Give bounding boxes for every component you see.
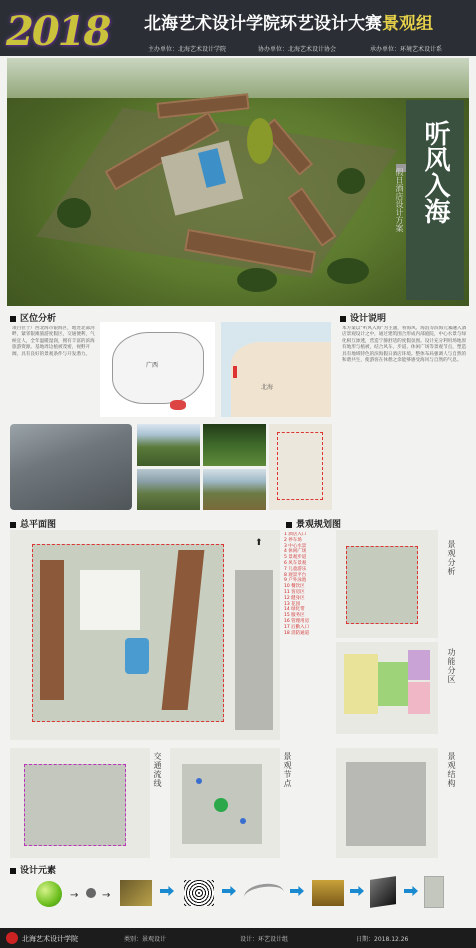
legend-item: 11 客房区: [284, 589, 305, 595]
beihai-map: [221, 322, 331, 417]
sky: [7, 58, 469, 98]
legend-item: 14 绿化带: [284, 607, 305, 613]
side-label-plant: 景观结构: [447, 752, 456, 788]
site-marker: [233, 366, 237, 378]
plant-site: [346, 762, 426, 846]
title-main: 北海艺术设计学院环艺设计大赛: [144, 14, 382, 34]
master-plan-drawing: [10, 530, 280, 740]
organizer-text: 主办单位：北海艺术设计学院: [148, 46, 227, 53]
landscape-analysis-drawing: [336, 530, 438, 638]
legend-item: 5 景观步道: [284, 555, 307, 561]
zone-yellow: [344, 654, 378, 714]
section-landscape-plan: 景观规划图: [286, 517, 341, 530]
poster-title: [144, 9, 433, 34]
land-area: [231, 342, 331, 417]
school-name: 北海艺术设计学院: [22, 935, 78, 943]
plan-legend: [284, 532, 334, 732]
co-organizer-text: 协办单位：北海艺术设计协会: [258, 46, 337, 53]
side-label-traffic: 交通流线: [153, 752, 162, 788]
plant-analysis-drawing: [336, 748, 438, 858]
zone-purple: [408, 650, 430, 680]
plan-building-left: [40, 560, 64, 700]
section-master-plan: 总平面图: [10, 517, 56, 530]
plan-courtyard: [80, 570, 140, 630]
site-photo-3: [137, 469, 200, 510]
school-logo-icon: [6, 932, 18, 944]
legend-item: 6 风车景观: [284, 560, 307, 566]
arrow-icon: [160, 886, 174, 896]
function-zoning-drawing: [336, 642, 438, 734]
title-highlight: 景观组: [382, 14, 433, 34]
site-boundary-map: [269, 424, 332, 510]
side-label-landscape-analysis: 景观分析: [447, 540, 456, 576]
legend-item: 13 花园: [284, 601, 301, 607]
beihai-highlight: [170, 400, 186, 410]
legend-item: 12 健身区: [284, 595, 305, 601]
arrow-icon: →: [70, 890, 79, 901]
traffic-flow-drawing: [10, 748, 150, 858]
landscape-node-drawing: [170, 748, 280, 858]
design-text: 本方案以“听风入海”为主题，将海风、海浪等滨海元素融入酒店景观设计之中，通过建筑围合形成内部庭院，中心水景与绿化相互渗透，营造宁静舒适的度假氛围。设计充分利用场地原有地形与植被，结合风车、步道、休闲广场等景观节点，塑造具有地域特色的滨海假日酒店环境。整体布局强调人与自然的和谐共生，使游客在休憩之余能够感受海风与自然的气息。: [342, 326, 467, 364]
footer-category: 类别：景观设计: [124, 936, 167, 943]
legend-item: 16 管理用房: [284, 618, 310, 624]
legend-item: 7 儿童游乐: [284, 566, 307, 572]
legend-item: 8 观景平台: [284, 572, 307, 578]
traffic-site: [24, 764, 126, 846]
arrow-icon: [404, 886, 418, 896]
texture-element: [120, 880, 152, 906]
location-text: 项目位于广西北海市银海区，地处北部湾畔，紧邻银滩旅游度假区，交通便利，气候宜人，全年温暖湿润，拥有丰富的滨海旅游资源。基地周边植被茂密，视野开阔，具有良好的景观条件与开发潜力。: [12, 326, 95, 357]
legend-item: 1 酒店入口: [284, 532, 307, 537]
legend-item: 17 后勤入口: [284, 624, 310, 630]
footer-designer: 设计：环艺设计组: [240, 936, 289, 943]
sphere-element: [36, 881, 62, 907]
subtitle: 假日酒店设计方案: [395, 168, 404, 232]
side-label-landscape-node: 景观节点: [283, 752, 292, 788]
radial-pattern-element: [184, 880, 214, 906]
legend-item: 10 餐饮区: [284, 584, 305, 590]
node-marker: [196, 778, 202, 784]
arrow-icon: [350, 886, 364, 896]
arrow-icon: [290, 886, 304, 896]
legend-item: 9 户外泳池: [284, 578, 307, 584]
section-design-notes: 设计说明: [340, 311, 386, 324]
context-site-photo: [10, 424, 132, 510]
site-photo-2: [203, 424, 266, 466]
map-label-guangxi: 广西: [146, 362, 159, 369]
tree: [327, 258, 369, 284]
zone-pink: [408, 682, 430, 714]
main-title: 听风入海: [420, 120, 450, 224]
site-photo-4: [203, 469, 266, 510]
zone-green: [378, 662, 408, 706]
legend-item: 3 中心水景: [284, 543, 307, 549]
legend-item: 4 休闲广场: [284, 549, 307, 555]
plan-thumb-site: [346, 546, 418, 624]
arrow-icon: [222, 886, 236, 896]
wave-element: [243, 881, 286, 907]
site-boundary: [277, 432, 323, 500]
arrow-icon: →: [102, 890, 111, 901]
tree: [237, 268, 277, 292]
year-logo: 2018: [6, 8, 110, 55]
section-design-elements: 设计元素: [10, 863, 56, 876]
path-photo-element: [312, 880, 344, 906]
tree: [57, 198, 91, 228]
guangxi-map: [100, 322, 215, 417]
legend-item: 2 停车场: [284, 537, 302, 543]
plan-pool: [125, 638, 149, 674]
cube-element: [370, 876, 396, 908]
map-label-beihai: 北海: [261, 384, 274, 391]
dot-element: [86, 888, 96, 898]
legend-item: 15 服务区: [284, 613, 305, 619]
node-marker: [240, 818, 246, 824]
side-label-function-zoning: 功能分区: [447, 648, 456, 684]
north-arrow-icon: ⬆: [255, 538, 263, 548]
final-plan-thumbnail: [424, 876, 444, 908]
footer-date: 日期：2018.12.26: [356, 936, 409, 943]
legend-item: 18 消防通道: [284, 630, 310, 636]
node-marker: [214, 798, 228, 812]
section-location: 区位分析: [10, 311, 56, 324]
tree: [337, 168, 365, 194]
tree: [247, 118, 273, 164]
sponsor-text: 承办单位：环境艺术设计系: [370, 46, 443, 53]
site-photo-1: [137, 424, 200, 466]
plan-road: [235, 570, 273, 730]
